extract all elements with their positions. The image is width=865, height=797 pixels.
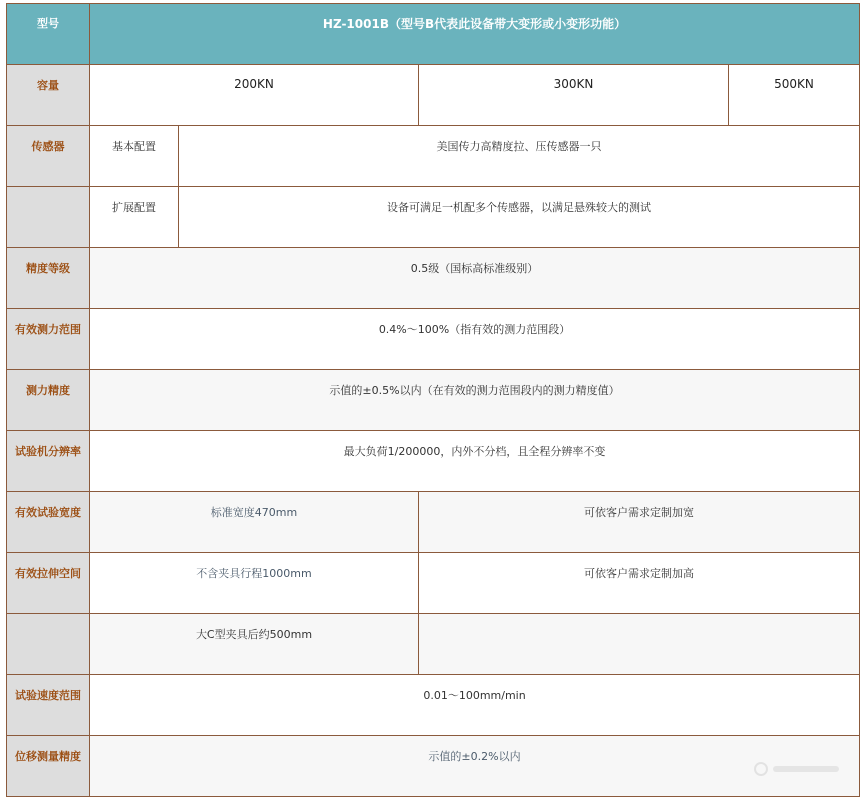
tensile-space-right: 可依客户需求定制加高 bbox=[419, 553, 860, 614]
tensile-space-label-empty bbox=[7, 614, 90, 675]
displacement-accuracy-label: 位移测量精度 bbox=[7, 736, 90, 797]
sensor-ext-label: 扩展配置 bbox=[90, 187, 179, 248]
accuracy-grade-value: 0.5级（国标高标准级别） bbox=[90, 248, 860, 309]
capacity-500kn: 500KN bbox=[729, 65, 860, 126]
model-value: HZ-1001B（型号B代表此设备带大变形或小变形功能） bbox=[90, 4, 860, 65]
sensor-ext-value: 设备可满足一机配多个传感器，以满足悬殊较大的测试 bbox=[179, 187, 860, 248]
row-force-accuracy bbox=[7, 370, 860, 431]
sensor-label: 传感器 bbox=[7, 126, 90, 187]
resolution-value: 最大负荷1/200000，内外不分档，且全程分辨率不变 bbox=[90, 431, 860, 492]
row-tensile-space bbox=[7, 553, 860, 614]
displacement-accuracy-value: 示值的±0.2%以内 bbox=[90, 736, 860, 797]
row-speed-range bbox=[7, 675, 860, 736]
accuracy-grade-label: 精度等级 bbox=[7, 248, 90, 309]
model-label: 型号 bbox=[7, 4, 90, 65]
capacity-200kn: 200KN bbox=[90, 65, 419, 126]
speed-range-label: 试验速度范围 bbox=[7, 675, 90, 736]
effective-range-label: 有效测力范围 bbox=[7, 309, 90, 370]
force-accuracy-value: 示值的±0.5%以内（在有效的测力范围段内的测力精度值） bbox=[90, 370, 860, 431]
test-width-label: 有效试验宽度 bbox=[7, 492, 90, 553]
test-width-left: 标准宽度470mm bbox=[90, 492, 419, 553]
tensile-space-right-2 bbox=[419, 614, 860, 675]
watermark-logo bbox=[753, 759, 843, 779]
row-capacity bbox=[7, 65, 860, 126]
tensile-space-left-2: 大C型夹具后约500mm bbox=[90, 614, 419, 675]
resolution-label: 试验机分辨率 bbox=[7, 431, 90, 492]
tensile-space-label: 有效拉伸空间 bbox=[7, 553, 90, 614]
spec-table bbox=[6, 3, 860, 797]
sensor-label-empty bbox=[7, 187, 90, 248]
effective-range-value: 0.4%～100%（指有效的测力范围段） bbox=[90, 309, 860, 370]
row-sensor-ext bbox=[7, 187, 860, 248]
row-sensor-basic bbox=[7, 126, 860, 187]
row-displacement-accuracy bbox=[7, 736, 860, 797]
test-width-right: 可依客户需求定制加宽 bbox=[419, 492, 860, 553]
row-effective-range bbox=[7, 309, 860, 370]
tensile-space-left: 不含夹具行程1000mm bbox=[90, 553, 419, 614]
speed-range-value: 0.01～100mm/min bbox=[90, 675, 860, 736]
row-accuracy-grade bbox=[7, 248, 860, 309]
force-accuracy-label: 测力精度 bbox=[7, 370, 90, 431]
row-resolution bbox=[7, 431, 860, 492]
capacity-300kn: 300KN bbox=[419, 65, 729, 126]
row-model bbox=[7, 4, 860, 65]
row-tensile-space-2 bbox=[7, 614, 860, 675]
row-test-width bbox=[7, 492, 860, 553]
sensor-basic-value: 美国传力高精度拉、压传感器一只 bbox=[179, 126, 860, 187]
sensor-basic-label: 基本配置 bbox=[90, 126, 179, 187]
capacity-label: 容量 bbox=[7, 65, 90, 126]
